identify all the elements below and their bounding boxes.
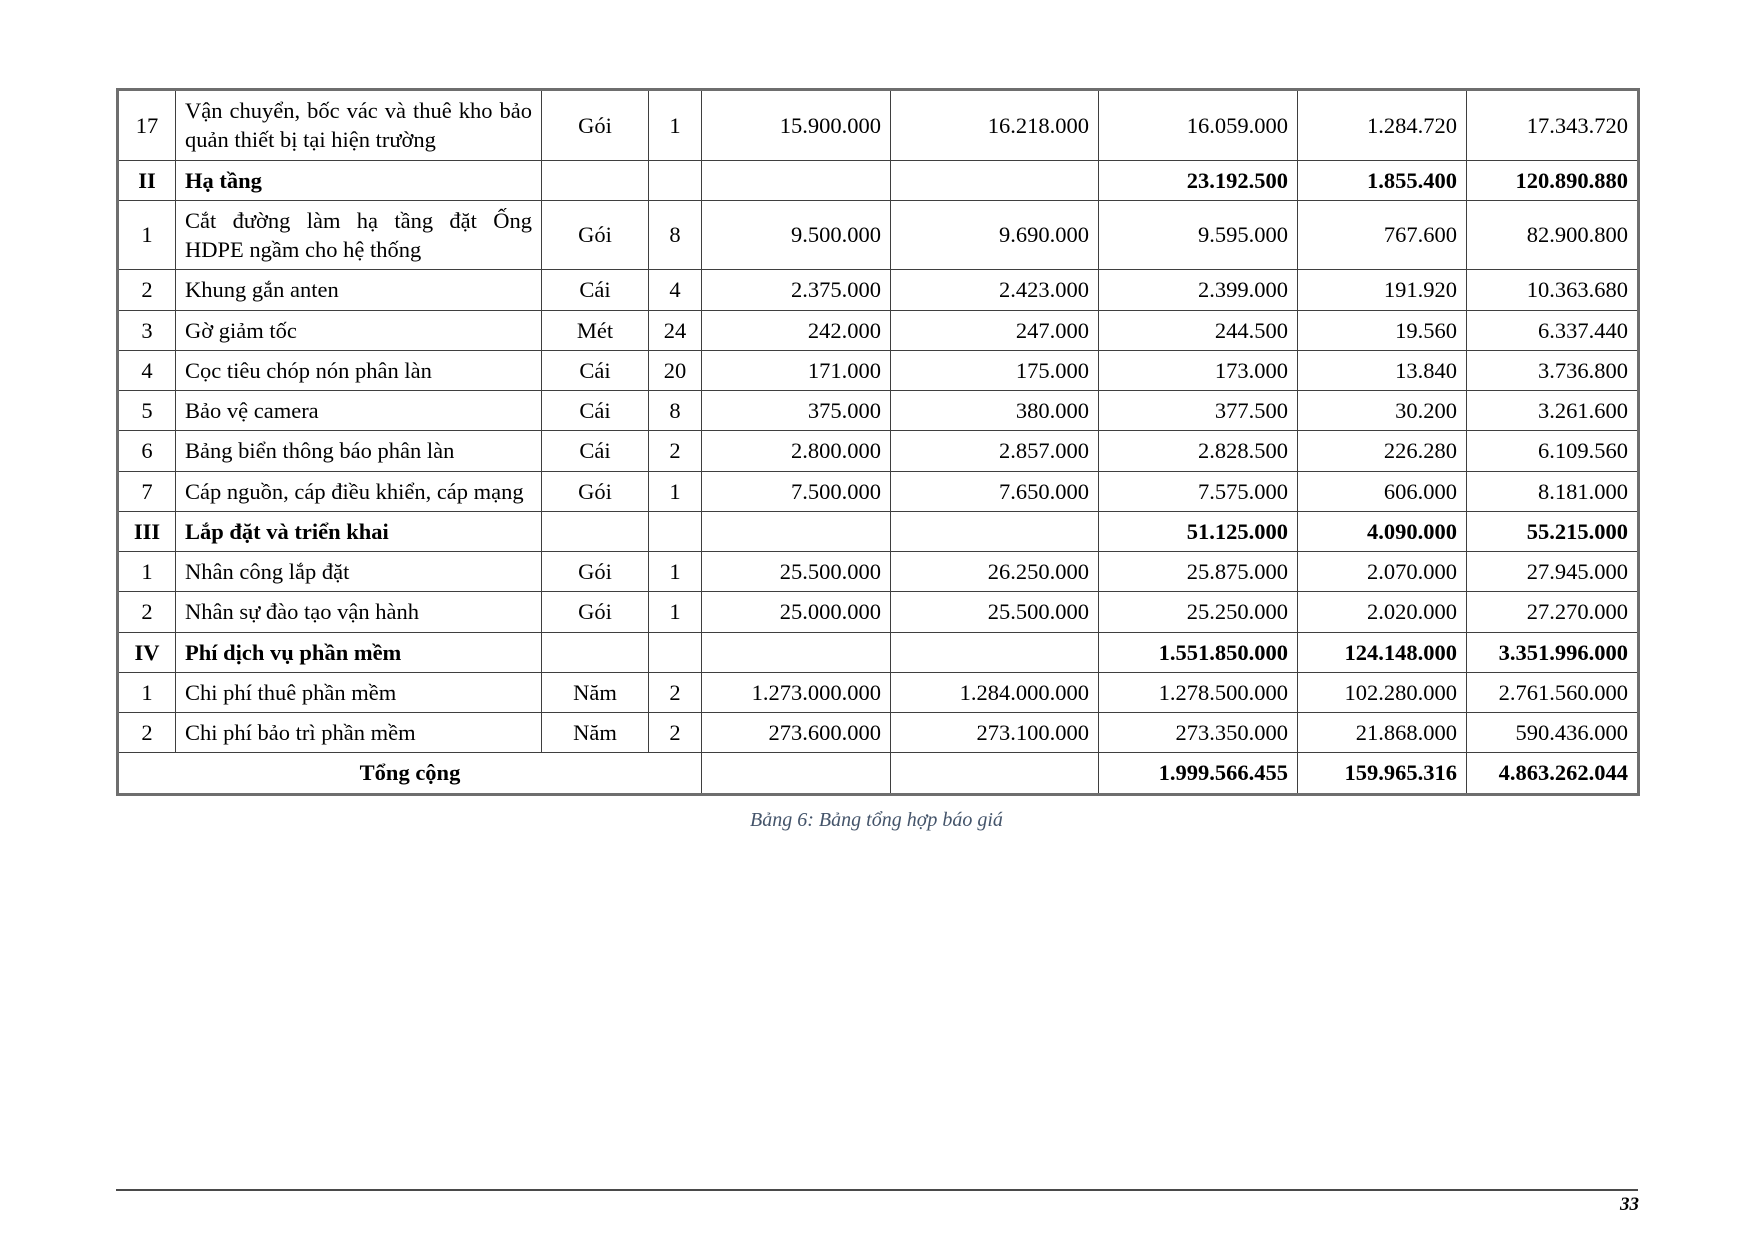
cell-price-1 bbox=[702, 632, 891, 672]
cell-total: 3.351.996.000 bbox=[1467, 632, 1639, 672]
cell-no: IV bbox=[118, 632, 176, 672]
cell-unit: Mét bbox=[542, 310, 649, 350]
cell-price-1: 9.500.000 bbox=[702, 200, 891, 270]
page-number: 33 bbox=[1620, 1194, 1639, 1215]
cell-unit bbox=[542, 160, 649, 200]
cell-price-3: 7.575.000 bbox=[1099, 471, 1298, 511]
cell-price-2 bbox=[891, 160, 1099, 200]
item-row bbox=[118, 471, 1639, 511]
section-row bbox=[118, 511, 1639, 551]
quote-table-body bbox=[118, 90, 1639, 795]
cell-price-3: 2.828.500 bbox=[1099, 431, 1298, 471]
cell-price-1 bbox=[702, 753, 891, 794]
cell-unit: Gói bbox=[542, 200, 649, 270]
cell-price-3: 23.192.500 bbox=[1099, 160, 1298, 200]
cell-total: 3.261.600 bbox=[1467, 391, 1639, 431]
cell-unit: Năm bbox=[542, 672, 649, 712]
item-row bbox=[118, 592, 1639, 632]
cell-no: 7 bbox=[118, 471, 176, 511]
cell-vat: 2.070.000 bbox=[1298, 552, 1467, 592]
cell-unit: Cái bbox=[542, 270, 649, 310]
cell-no: II bbox=[118, 160, 176, 200]
cell-no: 4 bbox=[118, 350, 176, 390]
cell-quantity: 20 bbox=[649, 350, 702, 390]
cell-quantity: 24 bbox=[649, 310, 702, 350]
cell-vat: 606.000 bbox=[1298, 471, 1467, 511]
cell-unit bbox=[542, 632, 649, 672]
cell-no: 1 bbox=[118, 200, 176, 270]
grand-total-row bbox=[118, 753, 1639, 794]
cell-unit: Cái bbox=[542, 350, 649, 390]
cell-quantity bbox=[649, 160, 702, 200]
cell-quantity bbox=[649, 511, 702, 551]
cell-price-1: 1.273.000.000 bbox=[702, 672, 891, 712]
cell-total: 3.736.800 bbox=[1467, 350, 1639, 390]
cell-no: III bbox=[118, 511, 176, 551]
item-row bbox=[118, 350, 1639, 390]
cell-price-3: 2.399.000 bbox=[1099, 270, 1298, 310]
cell-price-1: 242.000 bbox=[702, 310, 891, 350]
cell-price-3: 25.875.000 bbox=[1099, 552, 1298, 592]
cell-price-3: 1.278.500.000 bbox=[1099, 672, 1298, 712]
cell-unit: Cái bbox=[542, 431, 649, 471]
cell-vat: 1.855.400 bbox=[1298, 160, 1467, 200]
cell-quantity: 1 bbox=[649, 592, 702, 632]
cell-quantity: 8 bbox=[649, 200, 702, 270]
footer-rule bbox=[116, 1189, 1638, 1191]
cell-price-1: 2.800.000 bbox=[702, 431, 891, 471]
cell-price-2: 2.857.000 bbox=[891, 431, 1099, 471]
cell-vat: 4.090.000 bbox=[1298, 511, 1467, 551]
cell-description: Chi phí thuê phần mềm bbox=[176, 672, 542, 712]
cell-price-2 bbox=[891, 511, 1099, 551]
cell-price-2: 247.000 bbox=[891, 310, 1099, 350]
grand-total-price-3: 1.999.566.455 bbox=[1099, 753, 1298, 794]
cell-price-3: 377.500 bbox=[1099, 391, 1298, 431]
cell-vat: 102.280.000 bbox=[1298, 672, 1467, 712]
cell-vat: 1.284.720 bbox=[1298, 90, 1467, 161]
cell-quantity: 4 bbox=[649, 270, 702, 310]
cell-unit: Gói bbox=[542, 592, 649, 632]
section-row bbox=[118, 632, 1639, 672]
cell-unit: Gói bbox=[542, 90, 649, 161]
cell-no: 5 bbox=[118, 391, 176, 431]
cell-price-3: 1.551.850.000 bbox=[1099, 632, 1298, 672]
cell-quantity: 2 bbox=[649, 713, 702, 753]
cell-unit: Năm bbox=[542, 713, 649, 753]
cell-total: 10.363.680 bbox=[1467, 270, 1639, 310]
cell-unit: Cái bbox=[542, 391, 649, 431]
cell-unit: Gói bbox=[542, 552, 649, 592]
cell-price-2: 273.100.000 bbox=[891, 713, 1099, 753]
cell-price-1: 171.000 bbox=[702, 350, 891, 390]
cell-no: 2 bbox=[118, 270, 176, 310]
cell-price-3: 51.125.000 bbox=[1099, 511, 1298, 551]
cell-price-2: 175.000 bbox=[891, 350, 1099, 390]
item-row bbox=[118, 200, 1639, 270]
cell-no: 1 bbox=[118, 552, 176, 592]
cell-unit bbox=[542, 511, 649, 551]
cell-no: 6 bbox=[118, 431, 176, 471]
cell-quantity: 1 bbox=[649, 90, 702, 161]
cell-total: 6.109.560 bbox=[1467, 431, 1639, 471]
cell-price-3: 273.350.000 bbox=[1099, 713, 1298, 753]
cell-description: Bảo vệ camera bbox=[176, 391, 542, 431]
cell-description: Cáp nguồn, cáp điều khiển, cáp mạng bbox=[176, 471, 542, 511]
cell-total: 27.945.000 bbox=[1467, 552, 1639, 592]
grand-total-label: Tổng cộng bbox=[118, 753, 702, 794]
cell-no: 3 bbox=[118, 310, 176, 350]
cell-price-2: 16.218.000 bbox=[891, 90, 1099, 161]
cell-price-3: 173.000 bbox=[1099, 350, 1298, 390]
cell-quantity: 2 bbox=[649, 672, 702, 712]
cell-vat: 2.020.000 bbox=[1298, 592, 1467, 632]
cell-price-2: 1.284.000.000 bbox=[891, 672, 1099, 712]
cell-total: 55.215.000 bbox=[1467, 511, 1639, 551]
cell-description: Phí dịch vụ phần mềm bbox=[176, 632, 542, 672]
cell-price-2 bbox=[891, 632, 1099, 672]
cell-price-1: 25.500.000 bbox=[702, 552, 891, 592]
cell-no: 2 bbox=[118, 592, 176, 632]
cell-description: Nhân sự đào tạo vận hành bbox=[176, 592, 542, 632]
grand-total-vat: 159.965.316 bbox=[1298, 753, 1467, 794]
cell-price-3: 244.500 bbox=[1099, 310, 1298, 350]
cell-price-3: 16.059.000 bbox=[1099, 90, 1298, 161]
cell-description: Nhân công lắp đặt bbox=[176, 552, 542, 592]
cell-description: Lắp đặt và triển khai bbox=[176, 511, 542, 551]
cell-price-2: 26.250.000 bbox=[891, 552, 1099, 592]
cell-price-1: 2.375.000 bbox=[702, 270, 891, 310]
cell-no: 17 bbox=[118, 90, 176, 161]
cell-price-2: 25.500.000 bbox=[891, 592, 1099, 632]
grand-total-amount: 4.863.262.044 bbox=[1467, 753, 1639, 794]
cell-price-2: 9.690.000 bbox=[891, 200, 1099, 270]
cell-price-1: 25.000.000 bbox=[702, 592, 891, 632]
cell-price-3: 9.595.000 bbox=[1099, 200, 1298, 270]
cell-quantity: 8 bbox=[649, 391, 702, 431]
cell-description: Cọc tiêu chóp nón phân làn bbox=[176, 350, 542, 390]
cell-description: Cắt đường làm hạ tầng đặt Ống HDPE ngầm cho hệ thống bbox=[176, 200, 542, 270]
section-row bbox=[118, 160, 1639, 200]
cell-price-2: 7.650.000 bbox=[891, 471, 1099, 511]
cell-vat: 21.868.000 bbox=[1298, 713, 1467, 753]
cell-total: 27.270.000 bbox=[1467, 592, 1639, 632]
cell-total: 120.890.880 bbox=[1467, 160, 1639, 200]
cell-price-1 bbox=[702, 160, 891, 200]
cell-price-1: 7.500.000 bbox=[702, 471, 891, 511]
quote-summary-table bbox=[116, 88, 1640, 796]
cell-quantity bbox=[649, 632, 702, 672]
cell-description: Chi phí bảo trì phần mềm bbox=[176, 713, 542, 753]
item-row bbox=[118, 270, 1639, 310]
cell-description: Hạ tầng bbox=[176, 160, 542, 200]
cell-price-3: 25.250.000 bbox=[1099, 592, 1298, 632]
cell-vat: 30.200 bbox=[1298, 391, 1467, 431]
item-row bbox=[118, 310, 1639, 350]
cell-vat: 767.600 bbox=[1298, 200, 1467, 270]
item-row bbox=[118, 391, 1639, 431]
cell-total: 17.343.720 bbox=[1467, 90, 1639, 161]
cell-price-2: 380.000 bbox=[891, 391, 1099, 431]
item-row bbox=[118, 672, 1639, 712]
item-row bbox=[118, 713, 1639, 753]
cell-quantity: 2 bbox=[649, 431, 702, 471]
cell-vat: 226.280 bbox=[1298, 431, 1467, 471]
cell-quantity: 1 bbox=[649, 552, 702, 592]
cell-price-1: 273.600.000 bbox=[702, 713, 891, 753]
cell-no: 2 bbox=[118, 713, 176, 753]
cell-vat: 13.840 bbox=[1298, 350, 1467, 390]
cell-vat: 124.148.000 bbox=[1298, 632, 1467, 672]
item-row bbox=[118, 431, 1639, 471]
cell-vat: 191.920 bbox=[1298, 270, 1467, 310]
cell-price-1 bbox=[702, 511, 891, 551]
cell-quantity: 1 bbox=[649, 471, 702, 511]
cell-total: 6.337.440 bbox=[1467, 310, 1639, 350]
cell-price-1: 15.900.000 bbox=[702, 90, 891, 161]
cell-description: Khung gắn anten bbox=[176, 270, 542, 310]
cell-unit: Gói bbox=[542, 471, 649, 511]
table-caption: Bảng 6: Bảng tổng hợp báo giá bbox=[750, 808, 1003, 831]
cell-price-2: 2.423.000 bbox=[891, 270, 1099, 310]
item-row bbox=[118, 552, 1639, 592]
cell-total: 590.436.000 bbox=[1467, 713, 1639, 753]
cell-total: 82.900.800 bbox=[1467, 200, 1639, 270]
cell-total: 8.181.000 bbox=[1467, 471, 1639, 511]
cell-no: 1 bbox=[118, 672, 176, 712]
cell-vat: 19.560 bbox=[1298, 310, 1467, 350]
cell-description: Gờ giảm tốc bbox=[176, 310, 542, 350]
item-row bbox=[118, 90, 1639, 161]
cell-price-1: 375.000 bbox=[702, 391, 891, 431]
cell-description: Bảng biển thông báo phân làn bbox=[176, 431, 542, 471]
cell-total: 2.761.560.000 bbox=[1467, 672, 1639, 712]
cell-description: Vận chuyển, bốc vác và thuê kho bảo quản thiết bị tại hiện trường bbox=[176, 90, 542, 161]
cell-price-2 bbox=[891, 753, 1099, 794]
